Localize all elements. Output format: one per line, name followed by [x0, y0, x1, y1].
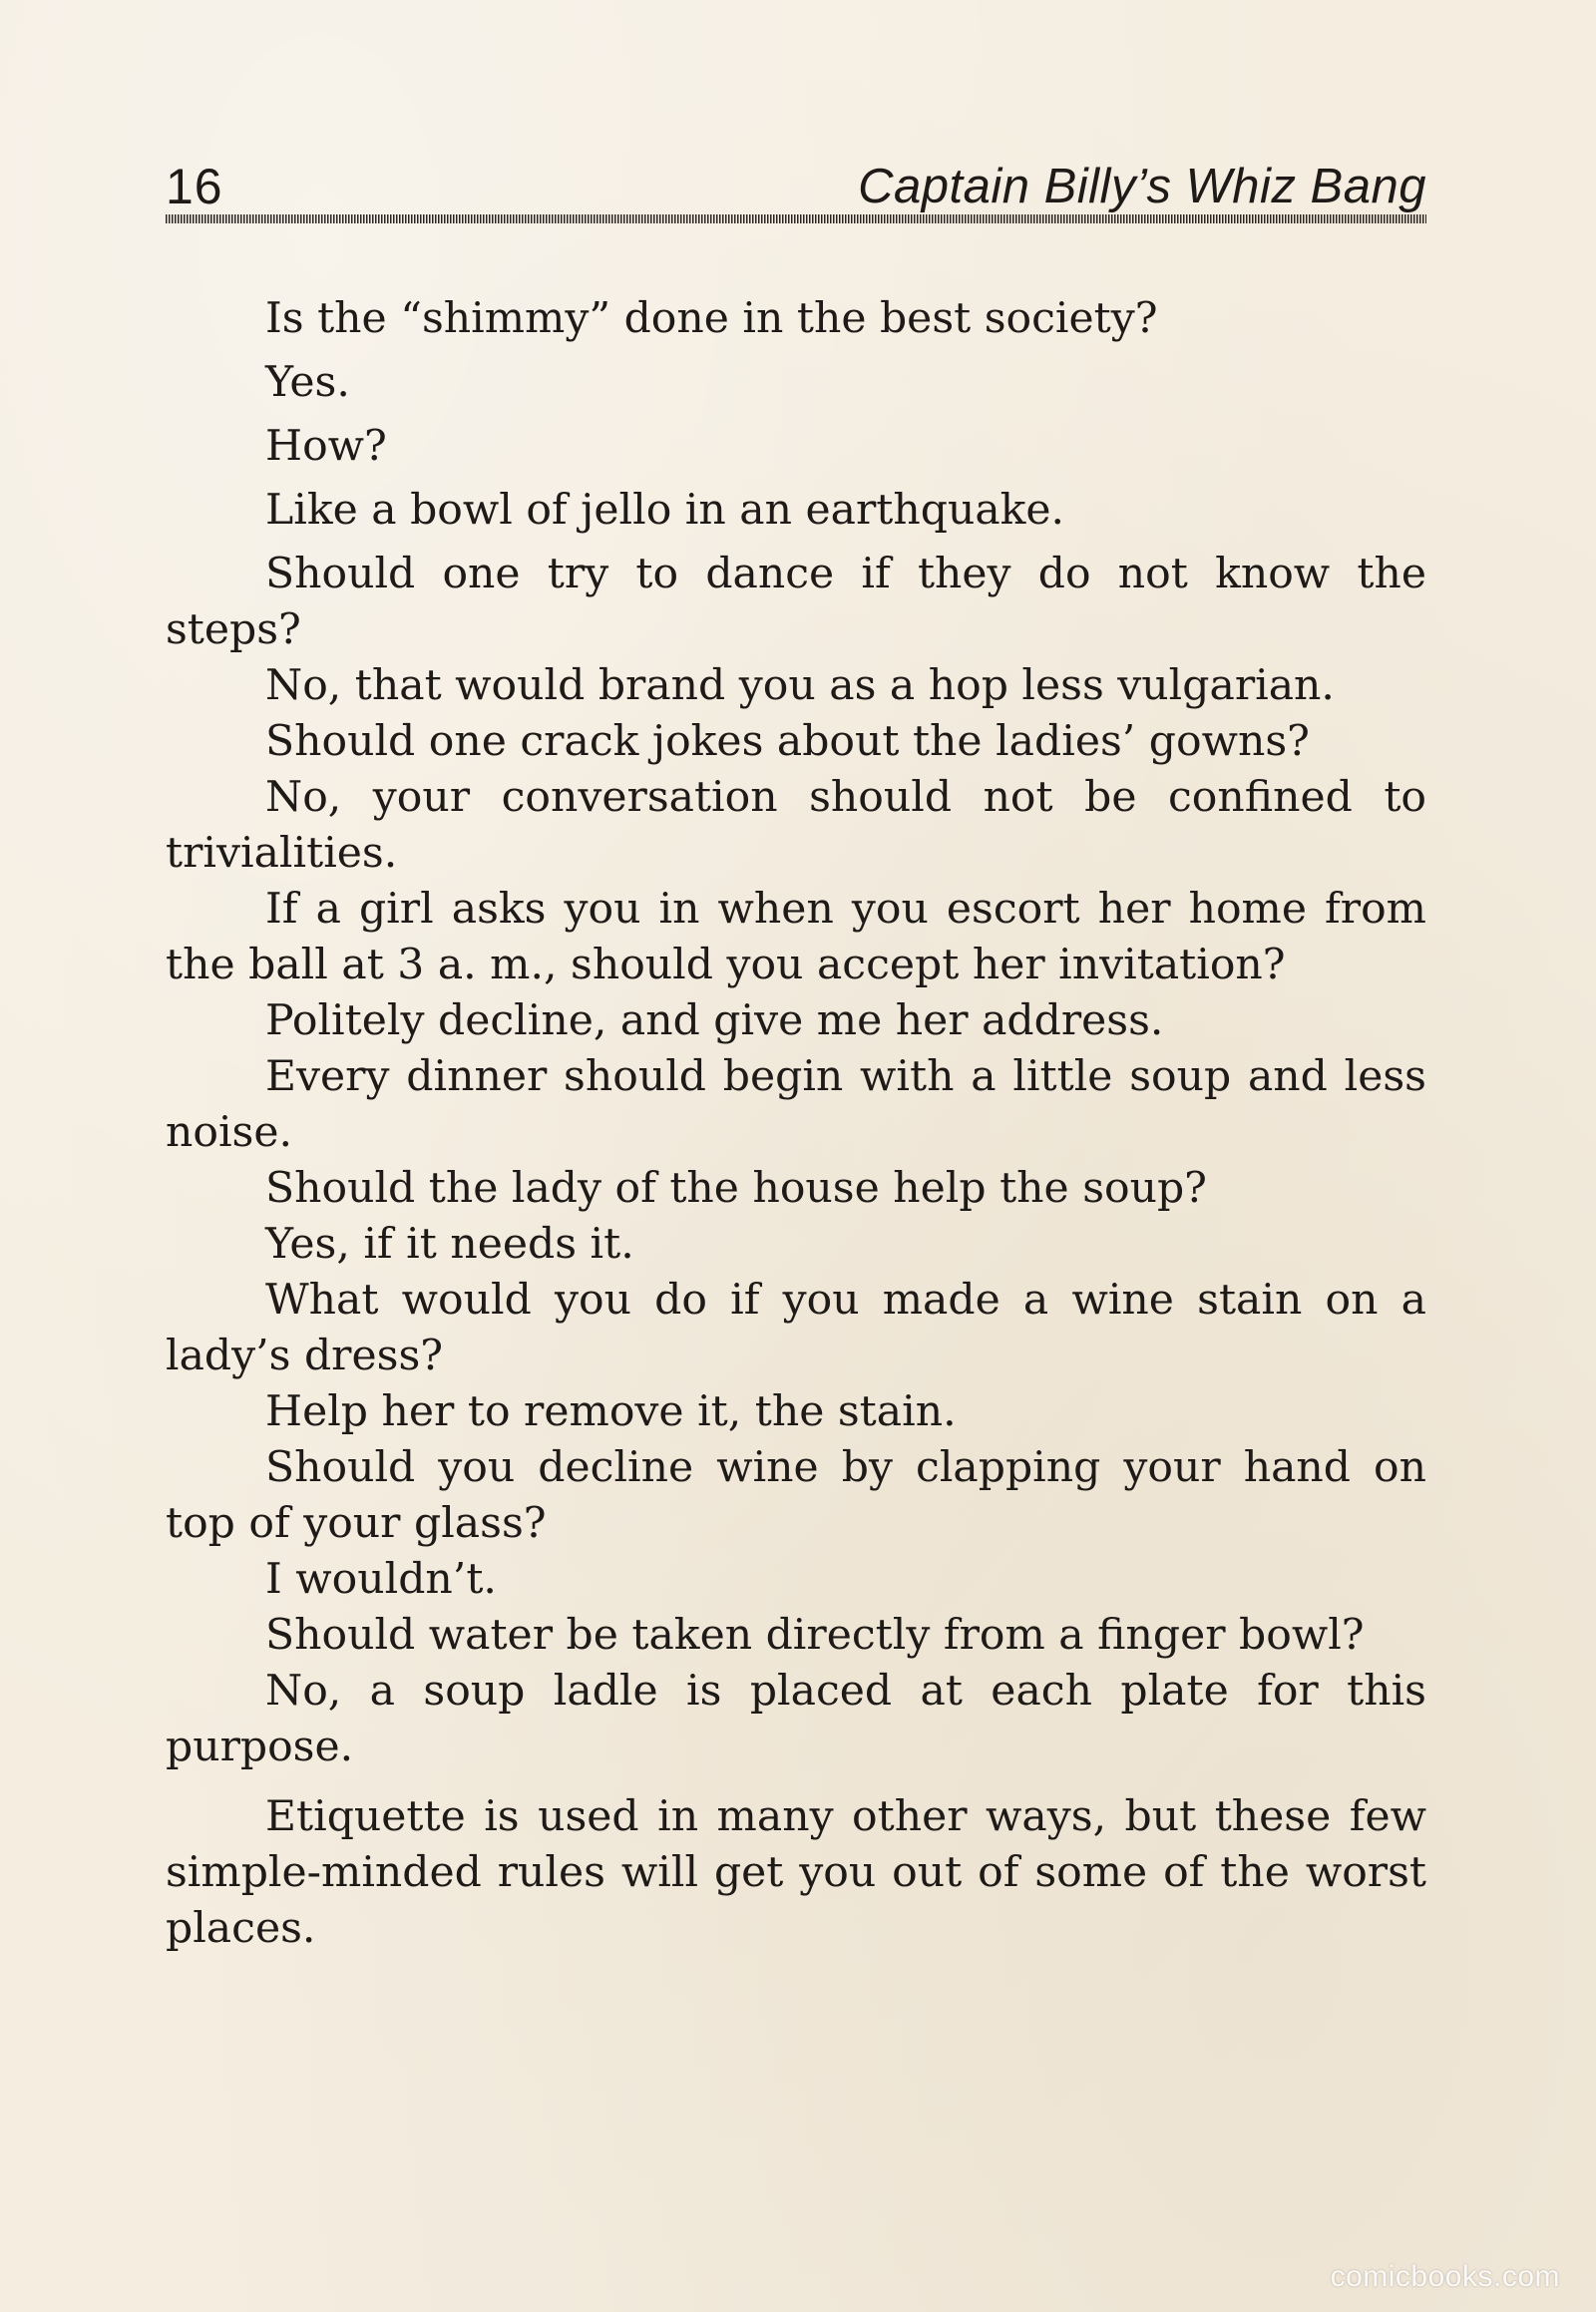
- page-number: 16: [166, 159, 223, 214]
- paragraph: Etiquette is used in many other ways, but these few simple-minded rules will get you out of some of the worst places.: [166, 1792, 1426, 1953]
- paragraph: No, a soup ladle is placed at each plate for this purpose.: [166, 1667, 1426, 1771]
- watermark: comicbooks.com: [1330, 2260, 1560, 2293]
- paragraph: Yes.: [265, 358, 350, 407]
- paragraph: How?: [265, 422, 387, 471]
- paragraph: Yes, if it needs it.: [265, 1220, 634, 1269]
- paragraph: Politely decline, and give me her address.: [265, 996, 1164, 1045]
- paragraph: Should you decline wine by clapping your hand on top of your glass?: [166, 1443, 1426, 1548]
- paragraph: Should one try to dance if they do not know the steps?: [166, 550, 1426, 654]
- paragraph: What would you do if you made a wine stain on a lady’s dress?: [166, 1276, 1426, 1380]
- paragraph: Help her to remove it, the stain.: [265, 1387, 957, 1436]
- paragraph: No, that would brand you as a hop less vulgarian.: [265, 661, 1335, 710]
- page-header: [166, 150, 1426, 214]
- paragraph: Should one crack jokes about the ladies’ gowns?: [265, 717, 1310, 766]
- paragraph: If a girl asks you in when you escort her home from the ball at 3 a. m., should you accept her invitation?: [166, 885, 1426, 989]
- header-rule: [166, 214, 1426, 223]
- paragraph: Is the “shimmy” done in the best society?: [265, 294, 1158, 343]
- paragraph: Every dinner should begin with a little soup and less noise.: [166, 1052, 1426, 1157]
- paragraph: No, your conversation should not be confined to trivialities.: [166, 773, 1426, 878]
- paragraph: Like a bowl of jello in an earthquake.: [265, 486, 1065, 535]
- paragraph: Should the lady of the house help the soup?: [265, 1164, 1207, 1213]
- paragraph: I wouldn’t.: [265, 1555, 497, 1604]
- paragraph: Should water be taken directly from a finger bowl?: [265, 1611, 1365, 1660]
- running-title: Captain Billy’s Whiz Bang: [858, 160, 1426, 213]
- article-body: [166, 291, 1426, 1957]
